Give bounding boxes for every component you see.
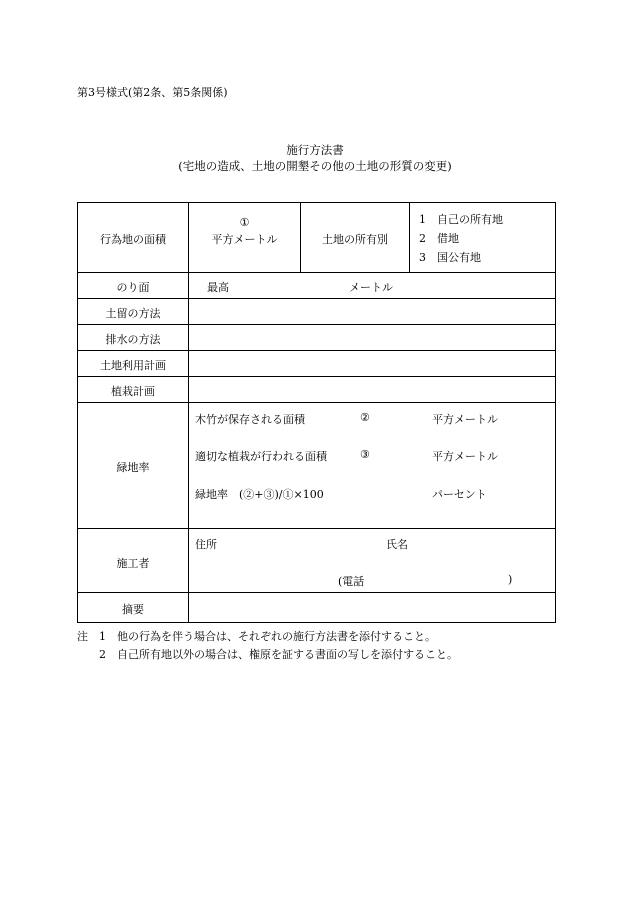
slope-max-label: 最高 <box>207 281 229 294</box>
area-marker: ① <box>239 216 250 229</box>
ownership-option: 1 自己の所有地 <box>419 213 503 226</box>
row-divider <box>78 298 555 299</box>
note-item: 2 自己所有地以外の場合は、権原を証する書面の写しを添付すること。 <box>99 648 458 661</box>
column-divider <box>409 203 410 272</box>
planted-area-text: 適切な植栽が行われる面積 <box>195 450 327 463</box>
retaining-label: 土留の方法 <box>105 307 161 320</box>
phone-open: (電話 <box>338 575 365 588</box>
area-unit: 平方メートル <box>211 233 278 246</box>
planted-area-marker: ③ <box>360 448 370 461</box>
preserved-area-text: 木竹が保存される面積 <box>195 413 305 426</box>
row-divider <box>78 528 555 529</box>
form-number: 第3号様式(第2条、第5条関係) <box>77 86 228 99</box>
note-item: 注 1 他の行為を伴う場合は、それぞれの施行方法書を添付すること。 <box>77 630 436 643</box>
land-use-label: 土地利用計画 <box>100 359 166 372</box>
contractor-label: 施工者 <box>116 557 150 570</box>
row-divider <box>78 324 555 325</box>
row-divider <box>78 272 555 273</box>
notes <box>77 628 458 664</box>
ownership-label: 土地の所有別 <box>322 233 388 246</box>
ownership-option: 2 借地 <box>419 232 459 245</box>
row-divider <box>78 402 555 403</box>
form-table <box>77 202 556 623</box>
phone-close: ) <box>508 573 513 586</box>
document-title: 施行方法書 <box>286 143 344 157</box>
planted-area-unit: 平方メートル <box>432 450 498 463</box>
summary-label: 摘要 <box>122 603 144 616</box>
preserved-area-unit: 平方メートル <box>432 413 498 426</box>
green-rate-formula: 緑地率 (②+③)/①×100 <box>195 488 324 501</box>
column-divider <box>188 203 189 622</box>
green-rate-unit: パーセント <box>432 488 487 501</box>
address-label: 住所 <box>195 538 217 551</box>
row-divider <box>78 376 555 377</box>
green-rate-label: 緑地率 <box>116 461 150 474</box>
row-divider <box>78 350 555 351</box>
ownership-option: 3 国公有地 <box>419 251 481 264</box>
preserved-area-marker: ② <box>360 411 370 424</box>
slope-label: のり面 <box>116 281 150 294</box>
row-divider <box>78 592 555 593</box>
area-label: 行為地の面積 <box>100 233 166 246</box>
document-subtitle: (宅地の造成、土地の開墾その他の土地の形質の変更) <box>178 159 452 173</box>
drainage-label: 排水の方法 <box>105 333 161 346</box>
planting-label: 植栽計画 <box>111 385 155 398</box>
name-label: 氏名 <box>386 538 408 551</box>
slope-unit: メートル <box>349 281 393 294</box>
